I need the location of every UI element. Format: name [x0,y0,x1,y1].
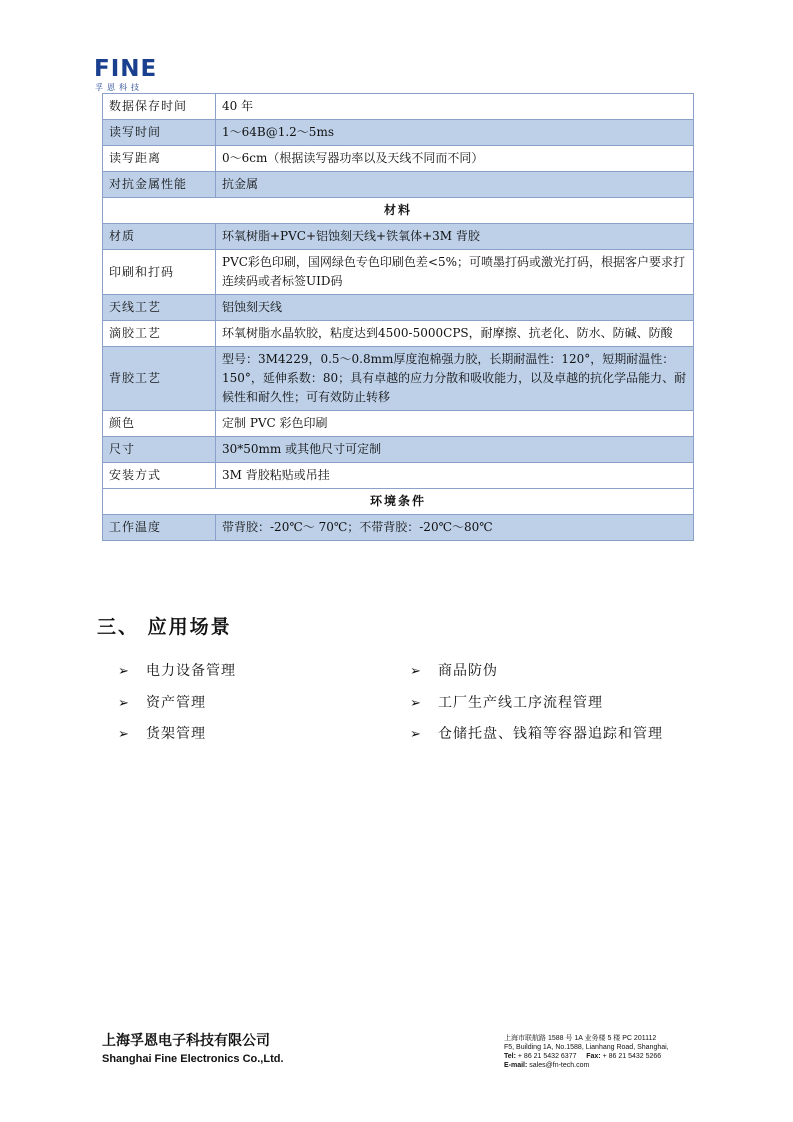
section-title: 环境条件 [103,489,694,515]
spec-key: 滴胶工艺 [103,321,216,347]
application-item: ➢ 资产管理 [118,695,206,711]
contact-phone-fax: Tel: + 86 21 5432 6377 Fax: + 86 21 5432 5266 [504,1053,662,1060]
spec-value: 0～6cm（根据读写器功率以及天线不同而不同） [216,146,694,172]
contact-email: E-mail: sales@fn-tech.com [504,1062,590,1069]
spec-value: 带背胶：-20℃～ 70℃；不带背胶：-20℃～80℃ [216,515,694,541]
table-row [103,515,694,541]
bullet-arrow-icon: ➢ [410,696,422,711]
table-row [103,295,694,321]
spec-key: 读写时间 [103,120,216,146]
email-link[interactable]: sales@fn-tech.com [529,1062,590,1069]
table-row [103,120,694,146]
spec-key: 工作温度 [103,515,216,541]
bullet-arrow-icon: ➢ [118,696,130,711]
spec-value: PVC彩色印刷，国网绿色专色印刷色差<5%；可喷墨打码或激光打码，根据客户要求打连续码或者标签UID码 [216,250,694,295]
spec-key: 背胶工艺 [103,347,216,411]
application-item: ➢ 商品防伪 [410,663,498,679]
spec-value: 环氧树脂水晶软胶，粘度达到4500-5000CPS，耐摩擦、抗老化、防水、防碱、防酸 [216,321,694,347]
spec-value: 1～64B@1.2～5ms [216,120,694,146]
application-item: ➢ 工厂生产线工序流程管理 [410,695,603,711]
logo-subtitle: 孚恩科技 [95,83,143,92]
table-row [103,321,694,347]
address-en: F5, Building 1A, No.1588, Lianhang Road, Shanghai, [504,1044,669,1051]
bullet-arrow-icon: ➢ [410,727,422,742]
table-row [103,224,694,250]
table-row [103,463,694,489]
table-section-row [103,489,694,515]
spec-key: 材质 [103,224,216,250]
bullet-arrow-icon: ➢ [410,664,422,679]
application-item: ➢ 货架管理 [118,726,206,742]
spec-table [102,93,694,541]
logo-wordmark: FINE [94,56,158,82]
table-section-row [103,198,694,224]
table-row [103,146,694,172]
spec-value: 30*50mm 或其他尺寸可定制 [216,437,694,463]
spec-value: 40 年 [216,94,694,120]
footer-company-cn: 上海孚恩电子科技有限公司 [102,1033,270,1049]
spec-key: 印刷和打码 [103,250,216,295]
spec-key: 对抗金属性能 [103,172,216,198]
address-cn: 上海市联航路 1588 号 1A 业务楼 5 楼 PC 201112 [504,1035,657,1042]
spec-value: 环氧树脂+PVC+铝蚀刻天线+铁氧体+3M 背胶 [216,224,694,250]
company-logo [94,56,160,94]
spec-value: 铝蚀刻天线 [216,295,694,321]
section-title: 材料 [103,198,694,224]
spec-value: 3M 背胶粘贴或吊挂 [216,463,694,489]
spec-key: 读写距离 [103,146,216,172]
footer-company-en: Shanghai Fine Electronics Co.,Ltd. [102,1053,284,1065]
spec-value: 抗金属 [216,172,694,198]
spec-key: 尺寸 [103,437,216,463]
application-item: ➢ 电力设备管理 [118,663,236,679]
table-row [103,250,694,295]
footer-address [504,1034,669,1070]
table-row [103,347,694,411]
spec-value: 定制 PVC 彩色印刷 [216,411,694,437]
application-item: ➢ 仓储托盘、钱箱等容器追踪和管理 [410,726,663,742]
spec-key: 数据保存时间 [103,94,216,120]
spec-key: 安装方式 [103,463,216,489]
table-row [103,411,694,437]
section-heading-applications: 三、 应用场景 [97,616,232,638]
spec-value: 型号：3M4229，0.5～0.8mm厚度泡棉强力胶，长期耐温性：120°，短期耐温性：150°，延伸系数：80；具有卓越的应力分散和吸收能力，以及卓越的抗化学品能力、耐候性和耐久性；可有效防止转移 [216,347,694,411]
spec-key: 天线工艺 [103,295,216,321]
table-row [103,437,694,463]
spec-key: 颜色 [103,411,216,437]
bullet-arrow-icon: ➢ [118,664,130,679]
bullet-arrow-icon: ➢ [118,727,130,742]
table-row [103,172,694,198]
table-row [103,94,694,120]
